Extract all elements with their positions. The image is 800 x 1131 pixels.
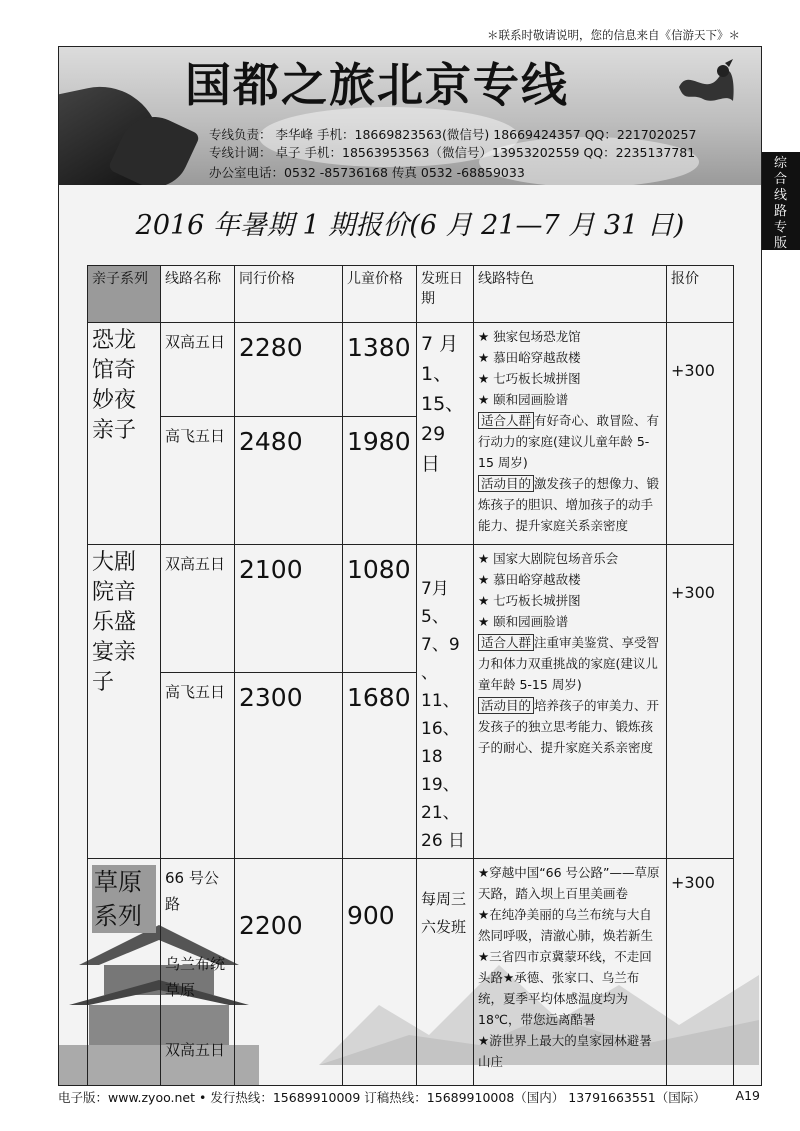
route-line: 乌兰布统草原 <box>165 955 226 999</box>
series-name: 草原系列 <box>92 865 156 933</box>
banner-title: 国都之旅北京专线 <box>185 58 569 112</box>
peer-price: 2100 <box>235 545 343 673</box>
route-name: 双高五日 <box>161 323 235 417</box>
route-features <box>474 323 667 545</box>
feature-item: ★ 独家包场恐龙馆 <box>478 329 581 344</box>
peer-price: 2300 <box>235 672 343 858</box>
suitable-text: 注重审美鉴赏、享受智力和体力双重挑战的家庭(建议儿童年龄 5-15 周岁) <box>478 635 660 692</box>
header-series: 亲子系列 <box>88 266 161 323</box>
page-footer <box>58 1088 760 1106</box>
header-quote: 报价 <box>667 266 734 323</box>
quote-addon: +300 <box>667 323 734 545</box>
source-note: ＊联系时敬请说明，您的信息来自《信游天下》＊ <box>487 28 740 42</box>
route-features <box>474 859 667 1087</box>
child-price: 1980 <box>343 417 417 545</box>
header-route: 线路名称 <box>161 266 235 323</box>
route-features <box>474 545 667 859</box>
feature-item: ★游世界上最大的皇家园林避暑山庄 <box>478 1033 652 1069</box>
header-dates: 发班日期 <box>417 266 474 323</box>
peer-price: 2200 <box>235 859 343 1087</box>
suitable-tag: 适合人群 <box>478 412 534 429</box>
series-name: 大剧院音乐盛宴亲子 <box>88 545 161 859</box>
contact-line-coordinator: 专线计调： 卓子 手机：18563953563（微信号）13953202559 QQ：2235137781 <box>209 145 696 160</box>
series-name: 恐龙馆奇妙夜亲子 <box>88 323 161 545</box>
route-line: 双高五日 <box>165 1041 226 1059</box>
purpose-text: 激发孩子的想像力、锻炼孩子的胆识、增加孩子的动手能力、提升家庭关系亲密度 <box>478 476 660 533</box>
route-name: 双高五日 <box>161 545 235 673</box>
table-row <box>88 859 734 1087</box>
page-number: A19 <box>735 1088 760 1103</box>
quote-addon: +300 <box>667 859 734 1087</box>
quote-addon: +300 <box>667 545 734 859</box>
feature-item: ★ 慕田峪穿越敌楼 <box>478 350 581 365</box>
contact-line-manager: 专线负责： 李华峰 手机：18669823563(微信号) 18669424357 QQ：2217020257 <box>209 127 697 142</box>
dragon-icon <box>675 57 739 109</box>
feature-item: ★ 国家大剧院包场音乐会 <box>478 551 619 566</box>
feature-item: ★穿越中国“66 号公路”——草原天路，踏入坝上百里美画卷 <box>478 865 660 901</box>
purpose-text: 培养孩子的审美力、开发孩子的独立思考能力、锻炼孩子的耐心、提升家庭关系亲密度 <box>478 698 660 755</box>
purpose-tag: 活动目的 <box>478 475 534 492</box>
route-name-cell <box>161 859 235 1087</box>
departure-dates: 每周三六发班 <box>417 859 474 1087</box>
departure-dates: 7月 5、7、9 、11、16、18 19、21、26 日 <box>417 545 474 859</box>
feature-item: ★ 颐和园画脸谱 <box>478 392 569 407</box>
child-price: 1380 <box>343 323 417 417</box>
suitable-text: 有好奇心、敢冒险、有行动力的家庭(建议儿童年龄 5-15 周岁) <box>478 413 660 470</box>
suitable-tag: 适合人群 <box>478 634 534 651</box>
purpose-tag: 活动目的 <box>478 697 534 714</box>
contact-line-office: 办公室电话：0532 -85736168 传真 0532 -68859033 <box>209 165 525 180</box>
header-child-price: 儿童价格 <box>343 266 417 323</box>
peer-price: 2280 <box>235 323 343 417</box>
header-peer-price: 同行价格 <box>235 266 343 323</box>
child-price: 900 <box>343 859 417 1087</box>
feature-item: ★ 慕田峪穿越敌楼 <box>478 572 581 587</box>
peer-price: 2480 <box>235 417 343 545</box>
route-name: 高飞五日 <box>161 672 235 858</box>
feature-item: ★ 七巧板长城拼图 <box>478 371 581 386</box>
route-name: 高飞五日 <box>161 417 235 545</box>
page-frame <box>58 46 762 1086</box>
feature-item: ★ 颐和园画脸谱 <box>478 614 569 629</box>
feature-item: ★在纯净美丽的乌兰布统与大自然同呼吸，清澈心肺，焕若新生 <box>478 907 654 943</box>
table-header-row <box>88 266 734 323</box>
departure-dates: 7 月1、15、29 日 <box>417 323 474 545</box>
route-line: 66 号公路 <box>165 869 219 913</box>
table-row <box>88 545 734 673</box>
table-row <box>88 323 734 417</box>
side-tab-label: 综合线路专版 <box>773 156 787 251</box>
child-price: 1080 <box>343 545 417 673</box>
footer-contact: 电子版：www.zyoo.net • 发行热线：15689910009 订稿热线：15689910008（国内） 13791663551（国际） <box>58 1090 706 1105</box>
feature-item: ★三省四市京冀蒙环线，不走回头路★承德、张家口、乌兰布统，夏季平均体感温度均为 18℃，带您远离酷暑 <box>478 949 652 1027</box>
section-side-tab <box>761 152 800 250</box>
price-period-title: 2016 年暑期 1 期报价(6 月 21—7 月 31 日) <box>135 210 685 241</box>
feature-item: ★ 七巧板长城拼图 <box>478 593 581 608</box>
child-price: 1680 <box>343 672 417 858</box>
header-features: 线路特色 <box>474 266 667 323</box>
series-cell <box>88 859 161 1087</box>
header-banner <box>59 47 761 185</box>
price-table <box>87 265 734 1086</box>
